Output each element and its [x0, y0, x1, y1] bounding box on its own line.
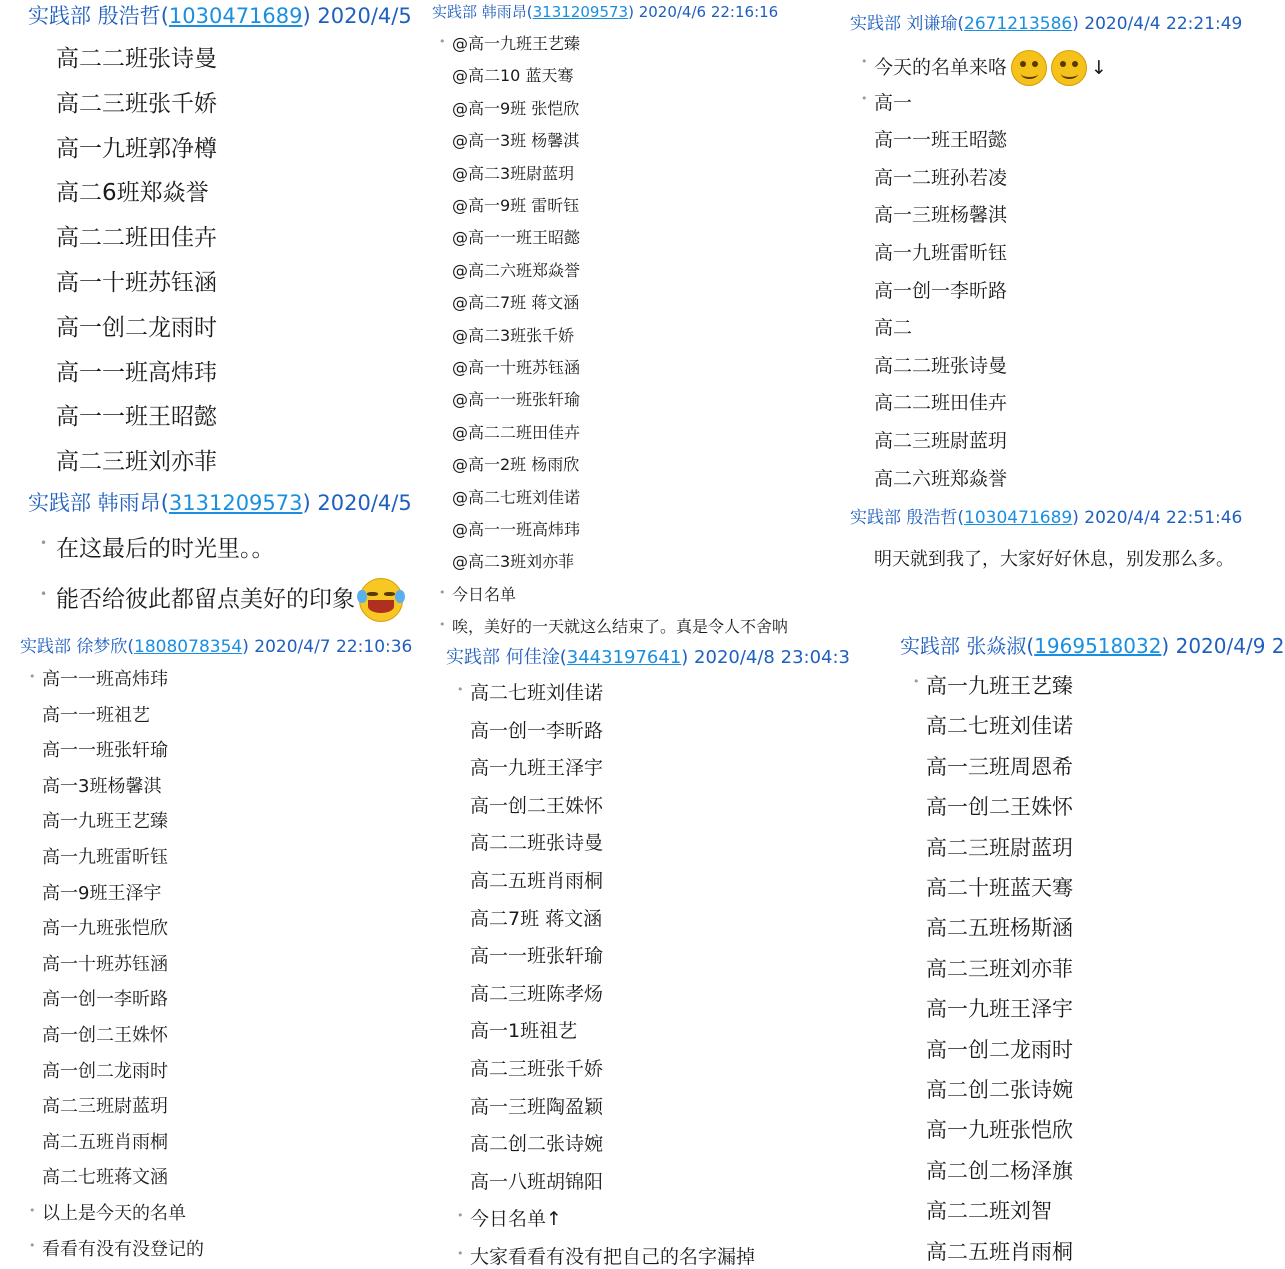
message-line: 高一八班胡锦阳 — [470, 1170, 604, 1193]
message-line: 高二三班刘亦菲 — [56, 449, 217, 476]
message-line: 高二二班张诗曼 — [56, 46, 217, 72]
message-time: 2020/4/9 2 — [1175, 634, 1285, 658]
message-text-content: 今天的名单来咯 — [874, 56, 1008, 79]
message-line: 高一九班张恺欣 — [926, 1118, 1073, 1143]
message-line: 高二七班刘佳诺 — [470, 682, 604, 704]
chat-panel-1 — [0, 0, 425, 625]
message-line: 高一创一李昕路 — [874, 279, 1008, 302]
message-header: 实践部 徐梦欣(1808078354) 2020/4/7 22:10:36 — [20, 637, 413, 657]
message-line: @高一十班苏钰涵 — [452, 358, 581, 377]
message-line: 高二五班肖雨桐 — [42, 1131, 168, 1153]
sender-name: 实践部 刘谦瑜 — [850, 14, 958, 34]
message-line: 高二三班尉蓝玥 — [926, 835, 1073, 860]
bullet-dot: • — [861, 54, 868, 68]
message-line: @高二二班田佳卉 — [452, 422, 581, 442]
message-line: 高一创二龙雨时 — [56, 314, 217, 341]
message-line: 高一九班王泽宇 — [926, 997, 1073, 1022]
message-line: 今日名单 — [452, 584, 517, 604]
message-line: 高二二班刘智 — [926, 1199, 1052, 1224]
sender-name: 实践部 徐梦欣 — [20, 637, 128, 657]
message-line: 高二六班郑焱誉 — [874, 467, 1008, 490]
message-line: 高二三班陈孝炀 — [470, 982, 604, 1005]
message-line: 高一创二王姝怀 — [926, 795, 1073, 820]
face-with-tears-of-joy-icon — [359, 578, 403, 622]
message-line: 高一三班杨馨淇 — [874, 204, 1008, 227]
message-line: 高二三班张千娇 — [56, 90, 217, 117]
message-time: 2020/4/6 22:16:16 — [638, 3, 779, 21]
message-line: 高二 — [874, 317, 913, 340]
message-line: 以上是今天的名单 — [42, 1203, 186, 1224]
message-time: 2020/4/5 — [317, 491, 412, 515]
chat-panel-6 — [850, 622, 1285, 1267]
sender-qq-link[interactable]: 1969518032 — [1034, 634, 1162, 658]
bullet-dot: • — [29, 1203, 36, 1217]
message-time: 2020/4/5 — [317, 4, 412, 28]
message-time: 2020/4/4 22:51:46 — [1084, 508, 1243, 528]
sender-name: 实践部 张焱淑 — [900, 634, 1027, 658]
message-line: 高一十班苏钰涵 — [42, 953, 168, 975]
message-line: 高一十班苏钰涵 — [56, 270, 217, 296]
message-line: 高二二班田佳卉 — [874, 392, 1008, 415]
sender-name: 实践部 韩雨昂 — [432, 3, 527, 21]
message-line: 高一一班高炜玮 — [56, 359, 217, 386]
message-line: 高一9班王泽宇 — [42, 882, 162, 904]
message-line: 高二6班郑焱誉 — [56, 180, 209, 207]
message-header: 实践部 殷浩哲(1030471689) 2020/4/5 — [28, 4, 412, 28]
message-text-content: 能否给彼此都留点美好的印象 — [56, 586, 355, 613]
message-time: 2020/4/8 23:04:3 — [694, 647, 850, 668]
message-line: 高一创二龙雨时 — [42, 1060, 168, 1082]
message-line: 高二五班杨斯涵 — [926, 916, 1073, 941]
message-line: 高二二班张诗曼 — [874, 354, 1008, 377]
message-header: 实践部 韩雨昂(3131209573) 2020/4/6 22:16:16 — [432, 3, 779, 21]
message-line: @高二7班 蒋文涵 — [452, 293, 580, 313]
message-line: 高二五班肖雨桐 — [926, 1239, 1073, 1264]
message-header: 实践部 殷浩哲(1030471689) 2020/4/4 22:51:46 — [850, 508, 1243, 528]
up-arrow-icon: ↑ — [546, 1208, 562, 1231]
message-line: 高二二班张诗曼 — [470, 832, 604, 855]
bullet-dot: • — [439, 585, 446, 599]
message-line: 高二三班尉蓝玥 — [874, 430, 1008, 452]
bullet-dot: • — [40, 536, 48, 550]
message-line: @高二七班刘佳诺 — [452, 487, 581, 507]
message-line: 高一一班张轩瑜 — [470, 945, 604, 968]
bullet-dot: • — [439, 35, 446, 48]
sender-name: 实践部 韩雨昂 — [28, 491, 161, 515]
message-line: 高一创一李昕路 — [470, 719, 604, 742]
message-line: 高二二班田佳卉 — [56, 225, 217, 252]
bullet-dot: • — [861, 92, 868, 106]
message-time: 2020/4/4 22:21:49 — [1084, 14, 1243, 34]
message-line: @高二3班刘亦菲 — [452, 552, 575, 572]
message-line: @高一一班王昭懿 — [452, 228, 581, 248]
bullet-dot: • — [29, 669, 36, 683]
message-line: 高一 — [874, 91, 913, 114]
message-text — [56, 578, 403, 622]
message-header: 实践部 张焱淑(1969518032) 2020/4/9 2 — [900, 634, 1285, 658]
chat-panel-2 — [428, 0, 844, 640]
sender-qq-link[interactable]: 1808078354 — [134, 637, 243, 657]
message-line: 高二创二张诗婉 — [926, 1078, 1073, 1102]
message-time: 2020/4/7 22:10:36 — [254, 637, 413, 657]
smiling-face-icon — [1051, 50, 1087, 86]
chat-panel-3 — [846, 0, 1269, 590]
message-line: 高二十班蓝天骞 — [926, 876, 1073, 900]
message-line: 大家看看有没有把自己的名字漏掉 — [470, 1246, 756, 1268]
message-line: 高一九班雷昕钰 — [874, 242, 1008, 264]
message-line: @高一2班 杨雨欣 — [452, 455, 580, 475]
message-line: 高一一班王昭懿 — [56, 404, 217, 431]
bullet-dot: • — [457, 682, 464, 696]
message-line: 高一一班高炜玮 — [42, 669, 168, 690]
sender-qq-link[interactable]: 3131209573 — [532, 3, 629, 21]
message-line: 高一创二王姝怀 — [42, 1025, 168, 1046]
message-line: 看看有没有没登记的 — [42, 1238, 204, 1260]
sender-qq-link[interactable]: 1030471689 — [168, 4, 303, 28]
message-line: 高二创二杨泽旗 — [926, 1158, 1073, 1183]
message-line: 高一九班王泽宇 — [470, 757, 604, 780]
sender-name: 实践部 何佳淦 — [446, 647, 560, 668]
message-line: 唉，美好的一天就这么结束了。真是令人不舍呐 — [452, 617, 789, 637]
message-line: @高一3班 杨馨淇 — [452, 131, 580, 151]
message-line: @高二3班尉蓝玥 — [452, 163, 575, 183]
bullet-dot: • — [457, 1246, 464, 1260]
message-line: 高二三班张千娇 — [470, 1058, 604, 1080]
message-line: @高一一班高炜玮 — [452, 520, 581, 539]
message-line: 高二七班刘佳诺 — [926, 714, 1073, 739]
sender-name: 实践部 殷浩哲 — [850, 508, 958, 528]
bullet-dot: • — [29, 1239, 36, 1253]
message-line: 高一3班杨馨淇 — [42, 775, 162, 797]
message-header: 实践部 韩雨昂(3131209573) 2020/4/5 — [28, 491, 412, 515]
message-line: @高二10 蓝天骞 — [452, 66, 574, 86]
message-line: @高二六班郑焱誉 — [452, 260, 581, 280]
bullet-dot: • — [40, 587, 48, 601]
message-header: 实践部 何佳淦(3443197641) 2020/4/8 23:04:3 — [446, 647, 850, 668]
message-header: 实践部 刘谦瑜(2671213586) 2020/4/4 22:21:49 — [850, 14, 1243, 34]
message-line: @高二3班张千娇 — [452, 325, 575, 345]
smiling-face-icon — [1011, 50, 1047, 86]
down-arrow-icon: ↓ — [1091, 56, 1107, 79]
message-text-content: 今日名单 — [470, 1208, 547, 1231]
chat-panel-4 — [0, 628, 425, 1267]
message-line — [470, 1204, 562, 1231]
message-line: 高二三班尉蓝玥 — [42, 1096, 168, 1118]
message-line: 高一三班周恩希 — [926, 754, 1073, 779]
bullet-dot: • — [913, 675, 920, 689]
sender-qq-link[interactable]: 3131209573 — [168, 491, 303, 515]
message-line: 高一九班雷昕钰 — [42, 847, 168, 868]
sender-qq-link[interactable]: 2671213586 — [964, 14, 1073, 34]
bullet-dot: • — [457, 1209, 464, 1223]
message-line: 高一一班王昭懿 — [874, 129, 1008, 152]
message-line: 高二创二张诗婉 — [470, 1133, 604, 1156]
message-text: 在这最后的时光里。。 — [56, 536, 275, 562]
chat-panel-5 — [428, 640, 848, 1267]
sender-qq-link[interactable]: 3443197641 — [566, 647, 682, 668]
message-line: 高一九班王艺臻 — [926, 674, 1073, 698]
message-line: 高二三班刘亦菲 — [926, 956, 1073, 981]
message-line: 高一九班王艺臻 — [42, 811, 168, 833]
message-line: @高一九班王艺臻 — [452, 34, 581, 53]
message-line: 高一二班孙若凌 — [874, 166, 1008, 189]
message-line: 高一创二龙雨时 — [926, 1037, 1073, 1062]
message-line: 高二7班 蒋文涵 — [470, 907, 603, 930]
message-line: @高一9班 张恺欣 — [452, 98, 580, 118]
message-line: 高一九班郭净樽 — [56, 135, 217, 162]
message-line: @高一一班张轩瑜 — [452, 390, 581, 410]
message-text: 明天就到我了，大家好好休息，别发那么多。 — [874, 549, 1234, 570]
message-line: 高二七班蒋文涵 — [42, 1167, 168, 1189]
sender-name: 实践部 殷浩哲 — [28, 4, 161, 28]
message-line: 高一创一李昕路 — [42, 989, 168, 1011]
message-line: 高一创二王姝怀 — [470, 794, 604, 817]
message-line: 高一1班祖艺 — [470, 1020, 578, 1043]
message-line: 高二五班肖雨桐 — [470, 870, 604, 892]
message-line — [874, 50, 1107, 86]
message-line: @高一9班 雷昕钰 — [452, 196, 580, 215]
bullet-dot: • — [439, 618, 446, 632]
message-line: 高一九班张恺欣 — [42, 918, 168, 940]
sender-qq-link[interactable]: 1030471689 — [964, 508, 1073, 528]
message-line: 高一三班陶盈颖 — [470, 1095, 604, 1118]
message-line: 高一一班张轩瑜 — [42, 740, 168, 762]
message-line: 高一一班祖艺 — [42, 704, 150, 726]
